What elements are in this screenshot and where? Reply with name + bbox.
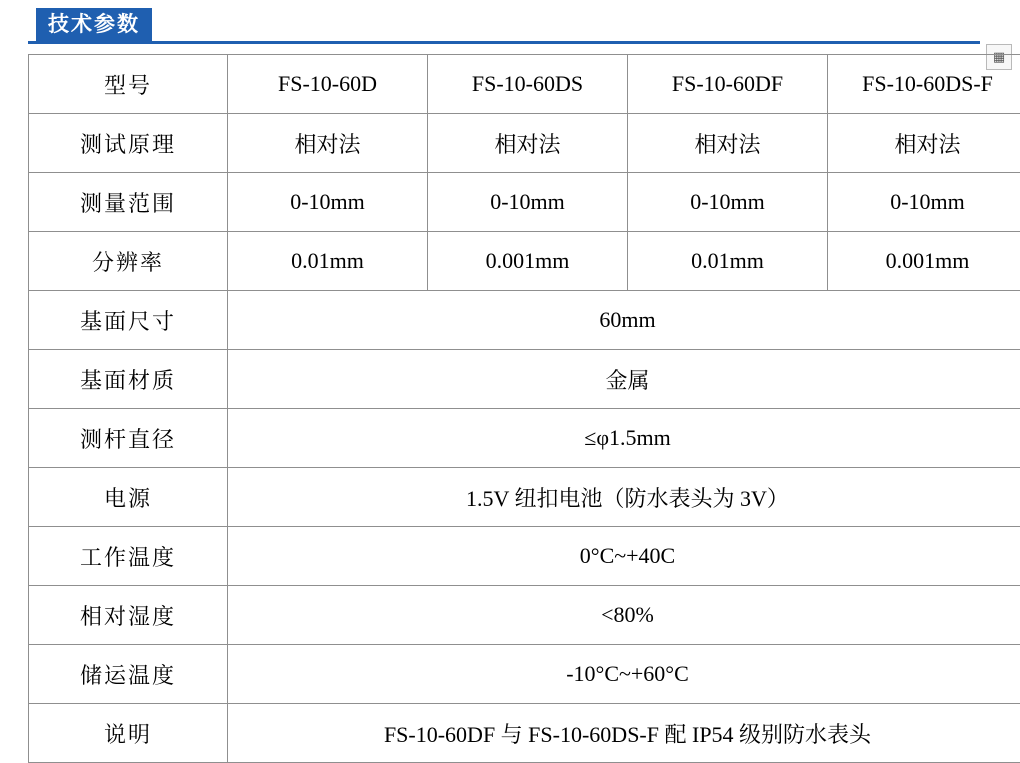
table-row — [29, 173, 1020, 232]
row-value: 1.5V 纽扣电池（防水表头为 3V） — [228, 468, 1020, 527]
row-value: 0-10mm — [428, 173, 628, 232]
table-row — [29, 704, 1020, 763]
row-value: 0-10mm — [628, 173, 828, 232]
row-label: 相对湿度 — [29, 586, 228, 645]
table-row — [29, 527, 1020, 586]
row-label: 型号 — [29, 55, 228, 114]
row-value: FS-10-60DF 与 FS-10-60DS-F 配 IP54 级别防水表头 — [228, 704, 1020, 763]
row-label: 测量范围 — [29, 173, 228, 232]
section-title-badge: 技术参数 — [36, 8, 152, 41]
table-row — [29, 586, 1020, 645]
row-value: 相对法 — [628, 114, 828, 173]
row-label: 基面尺寸 — [29, 291, 228, 350]
row-label: 分辨率 — [29, 232, 228, 291]
header-divider — [28, 41, 980, 44]
row-label: 电源 — [29, 468, 228, 527]
row-value: ≤φ1.5mm — [228, 409, 1020, 468]
table-row — [29, 468, 1020, 527]
row-value: 0°C~+40C — [228, 527, 1020, 586]
row-value: 0-10mm — [828, 173, 1020, 232]
table-row — [29, 645, 1020, 704]
row-value: FS-10-60DF — [628, 55, 828, 114]
row-value: 相对法 — [828, 114, 1020, 173]
row-value: FS-10-60DS-F — [828, 55, 1020, 114]
row-value: 60mm — [228, 291, 1020, 350]
row-value: 0.01mm — [628, 232, 828, 291]
row-label: 储运温度 — [29, 645, 228, 704]
row-value: 0-10mm — [228, 173, 428, 232]
table-row — [29, 350, 1020, 409]
row-value: 金属 — [228, 350, 1020, 409]
row-value: 相对法 — [228, 114, 428, 173]
row-label: 说明 — [29, 704, 228, 763]
row-value: 0.01mm — [228, 232, 428, 291]
table-row — [29, 409, 1020, 468]
row-label: 测试原理 — [29, 114, 228, 173]
table-row — [29, 114, 1020, 173]
row-value: -10°C~+60°C — [228, 645, 1020, 704]
row-value: <80% — [228, 586, 1020, 645]
row-value: 相对法 — [428, 114, 628, 173]
row-label: 工作温度 — [29, 527, 228, 586]
row-value: 0.001mm — [828, 232, 1020, 291]
image-placeholder-glyph: ▦ — [993, 51, 1005, 64]
table-body — [29, 55, 1020, 763]
table-row — [29, 55, 1020, 114]
section-header — [0, 0, 1020, 44]
row-value: 0.001mm — [428, 232, 628, 291]
table-row — [29, 291, 1020, 350]
technical-parameters-table — [28, 54, 1020, 763]
row-label: 基面材质 — [29, 350, 228, 409]
table-row — [29, 232, 1020, 291]
row-label: 测杆直径 — [29, 409, 228, 468]
row-value: FS-10-60DS — [428, 55, 628, 114]
row-value: FS-10-60D — [228, 55, 428, 114]
